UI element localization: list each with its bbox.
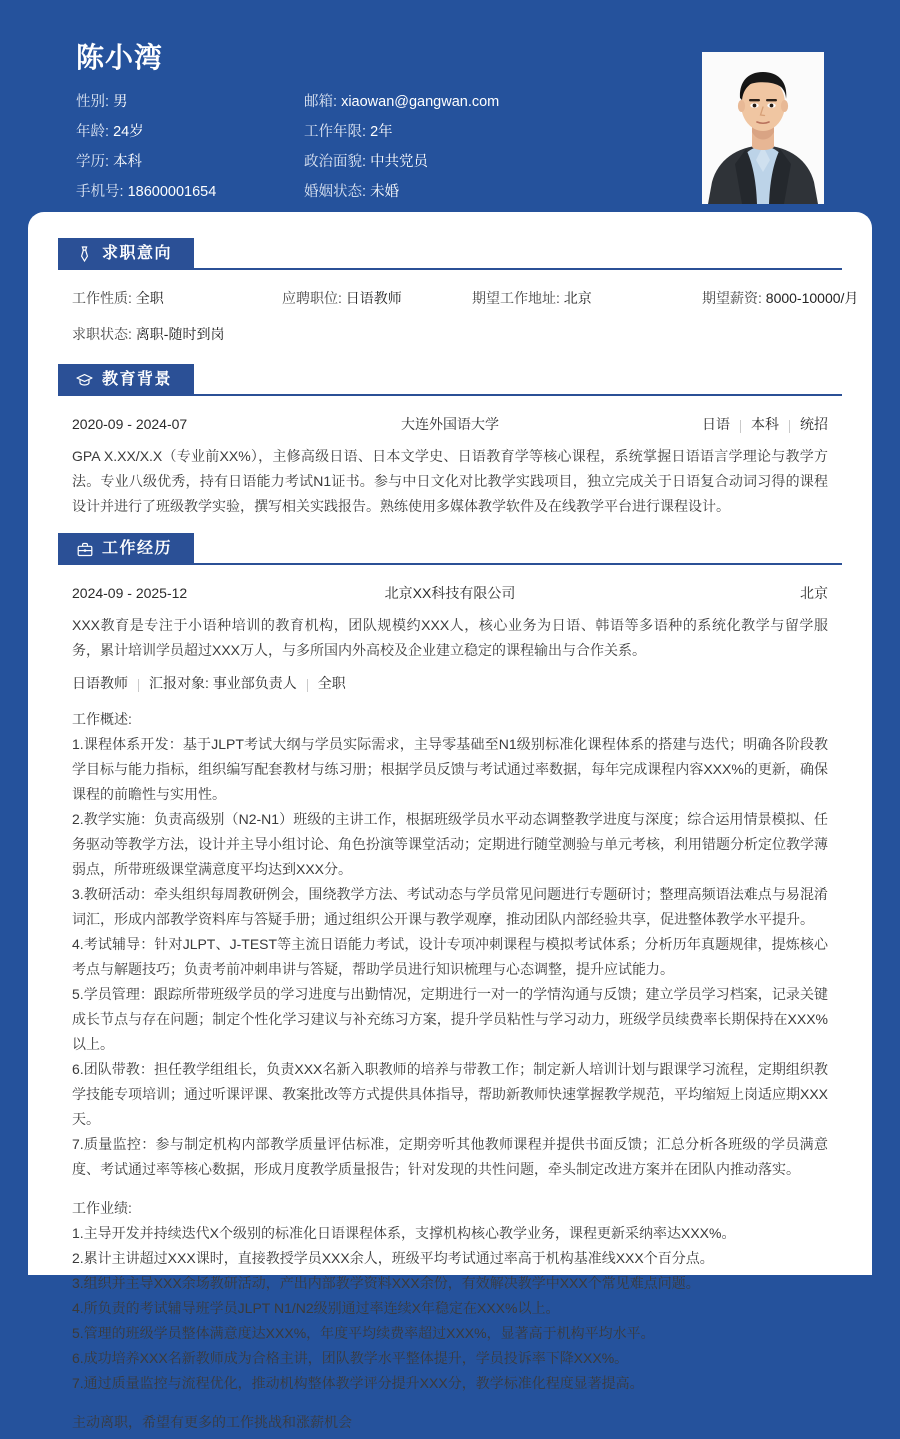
work-overview-title: 工作概述: [72,711,132,727]
intention-position [282,288,472,308]
work-overview-item: 2.教学实施：负责高级别（N2-N1）班级的主讲工作，根据班级学员水平动态调整教学进度与深度；综合运用情景模拟、任务驱动等教学方法，设计并主导小组讨论、角色扮演等课堂活动；定期进行随堂测验与单元考核，利用错题分析定位教学薄弱点，所带班级课堂满意度平均达到XXX分。 [72,811,828,877]
education-school: 大连外国语大学 [401,416,499,432]
intention-salary [702,288,858,308]
intention-value: 8000-10000/月 [765,290,859,306]
info-value: 中共党员 [370,154,429,170]
intention-row-primary [72,288,859,308]
tag-list [702,414,828,434]
info-label: 邮箱: [304,94,338,110]
info-label: 手机号: [76,184,124,200]
graduation-cap-icon [76,372,93,389]
info-label: 性别: [76,94,110,110]
intention-value: 离职-随时到岗 [135,326,225,342]
work-achievement-item: 6.成功培养XXX名新教师成为合格主讲，团队教学水平整体提升，学员投诉率下降XXX%。 [72,1350,629,1366]
portrait-illustration [702,52,824,204]
info-label: 工作年限: [304,124,367,140]
section-body-education [58,400,842,533]
intention-value: 全职 [135,290,164,306]
info-label: 年龄: [76,124,110,140]
section-title: 教育背景 [102,371,173,388]
education-tag-degree: 本科 [751,416,779,432]
intention-job-type [72,288,282,308]
section-tab [58,238,194,270]
necktie-icon [76,246,93,263]
tag-separator [740,420,741,433]
tag-list [72,673,346,693]
section-work-experience [58,533,842,1439]
education-entry-head [72,414,828,434]
info-value: 2年 [370,124,393,140]
work-date: 2024-09 - 2025-12 [72,585,188,601]
section-education [58,364,842,533]
info-value: 24岁 [113,124,144,140]
info-item-degree [76,152,304,172]
intention-job-status [72,324,828,344]
personal-info-grid [76,92,596,202]
section-body-job-intention [58,274,859,364]
work-meta-tags [72,673,828,693]
intention-label: 期望工作地址: [472,290,560,306]
intention-label: 应聘职位: [282,290,342,306]
section-body-work-experience [58,569,842,1439]
section-header-work-experience [58,533,842,565]
section-title: 求职意向 [102,245,173,262]
intention-value: 日语教师 [345,290,402,306]
info-item-political-status [304,152,596,172]
work-overview-item: 6.团队带教：担任教学组组长，负责XXX名新入职教师的培养与带教工作；制定新人培训计划与跟课学习流程，定期组织教学技能专项培训；通过听课评课、教案批改等方式提供具体指导，帮助新教师快速掌握教学规范，平均缩短上岗适应期XXX天。 [72,1061,829,1127]
info-item-work-years [304,122,596,142]
work-achievement-item: 1.主导开发并持续迭代X个级别的标准化日语课程体系，支撑机构核心教学业务，课程更新采纳率达XXX%。 [72,1225,736,1241]
work-company-intro: XXX教育是专注于小语种培训的教育机构，团队规模约XXX人，核心业务为日语、韩语等多语种的系统化教学与留学服务，累计培训学员超过XXX万人，与多所国内外高校及企业建立稳定的课程输出与合作关系。 [72,617,828,658]
section-title: 工作经历 [102,540,173,557]
work-tag-employment-type: 全职 [317,675,346,691]
resume-body-card [28,212,872,1430]
section-header-job-intention [58,238,842,270]
info-label: 婚姻状态: [304,184,367,200]
info-item-gender [76,92,304,112]
intention-location [472,288,702,308]
info-item-phone [76,182,304,202]
info-value: xiaowan@gangwan.com [341,94,500,110]
work-location: 北京 [800,585,828,601]
work-leave-reason: 主动离职，希望有更多的工作挑战和涨薪机会 [72,1414,352,1430]
resume-header-banner [0,0,900,212]
briefcase-icon [76,541,93,558]
info-label: 学历: [76,154,110,170]
candidate-name: 陈小湾 [76,42,164,73]
work-overview-item: 1.课程体系开发：基于JLPT考试大纲与学员实际需求，主导零基础至N1级别标准化课程体系的搭建与迭代；明确各阶段教学目标与能力指标，组织编写配套教材与练习册；根据学员反馈与考试通过率数据，每年完成课程内容XXX%的更新，确保课程的前瞻性与实用性。 [72,736,828,802]
tag-separator [138,679,139,692]
info-value: 男 [113,94,128,110]
info-item-marital-status [304,182,596,202]
intention-label: 期望薪资: [702,290,762,306]
block-spacer [72,1396,828,1410]
work-tag-title: 日语教师 [72,675,128,691]
info-item-age [76,122,304,142]
intention-label: 求职状态: [72,326,132,342]
work-achievement-item: 3.组织并主导XXX余场教研活动，产出内部教学资料XXX余份，有效解决教学中XXX个常见难点问题。 [72,1275,700,1291]
intention-label: 工作性质: [72,290,132,306]
work-achievement-title: 工作业绩: [72,1200,132,1216]
education-tags [528,414,828,434]
section-tab [58,533,194,565]
info-label: 政治面貌: [304,154,367,170]
info-value: 未婚 [370,184,400,200]
tag-separator [789,420,790,433]
info-value: 18600001654 [127,184,217,200]
section-tab [58,364,194,396]
section-job-intention [58,238,859,364]
work-tag-report-to: 汇报对象: 事业部负责人 [149,675,297,691]
work-company: 北京XX科技有限公司 [384,585,516,601]
info-item-email [304,92,596,112]
tag-separator [307,679,308,692]
work-overview-item: 4.考试辅导：针对JLPT、J-TEST等主流日语能力考试，设计专项冲刺课程与模拟考试体系；分析历年真题规律，提炼核心考点与解题技巧；负责考前冲刺串讲与答疑，帮助学员进行知识梳理与心态调整，提升应试能力。 [72,936,828,977]
education-description: GPA X.XX/X.X（专业前XX%），主修高级日语、日本文学史、日语教育学等核心课程，系统掌握日语语言学理论与教学方法。专业八级优秀，持有日语能力考试N1证书。参与中日文化对比教学实践项目，独立完成关于日语复合动词习得的课程设计并进行了班级教学实验，撰写相关实践报告。熟练使用多媒体教学软件及在线教学平台进行课程设计。 [72,448,828,514]
block-spacer [72,1182,828,1196]
work-overview-item: 3.教研活动：牵头组织每周教研例会，围绕教学方法、考试动态与学员常见问题进行专题研讨；整理高频语法难点与易混淆词汇，形成内部教学资料库与答疑手册；通过组织公开课与教学观摩，推动团队内部经验共享，促进整体教学水平提升。 [72,886,828,927]
education-tag-major: 日语 [702,416,730,432]
work-overview-item: 7.质量监控：参与制定机构内部教学质量评估标准，定期旁听其他教师课程并提供书面反馈；汇总分析各班级的学员满意度、考试通过率等核心数据，形成月度教学质量报告；针对发现的共性问题，牵头制定改进方案并在团队内推动落实。 [72,1136,828,1177]
intention-row-status [72,324,828,344]
education-tag-admission: 统招 [800,416,828,432]
work-achievement-item: 4.所负责的考试辅导班学员JLPT N1/N2级别通过率连续X年稳定在XXX%以上。 [72,1300,560,1316]
work-entry-head [72,583,828,603]
intention-value: 北京 [563,290,592,306]
work-overview-item: 5.学员管理：跟踪所带班级学员的学习进度与出勤情况，定期进行一对一的学情沟通与反馈；建立学员学习档案，记录关键成长节点与存在问题；制定个性化学习建议与补充练习方案，提升学员粘性与学习动力，班级学员续费率长期保持在XXX%以上。 [72,986,828,1052]
section-header-education [58,364,842,396]
work-achievement-item: 5.管理的班级学员整体满意度达XXX%，年度平均续费率超过XXX%，显著高于机构平均水平。 [72,1325,655,1341]
work-achievement-item: 2.累计主讲超过XXX课时，直接教授学员XXX余人，班级平均考试通过率高于机构基准线XXX个百分点。 [72,1250,714,1266]
info-value: 本科 [113,154,143,170]
work-achievement-item: 7.通过质量监控与流程优化，推动机构整体教学评分提升XXX分，教学标准化程度显著提高。 [72,1375,644,1391]
candidate-photo [702,52,824,204]
education-date: 2020-09 - 2024-07 [72,416,188,432]
